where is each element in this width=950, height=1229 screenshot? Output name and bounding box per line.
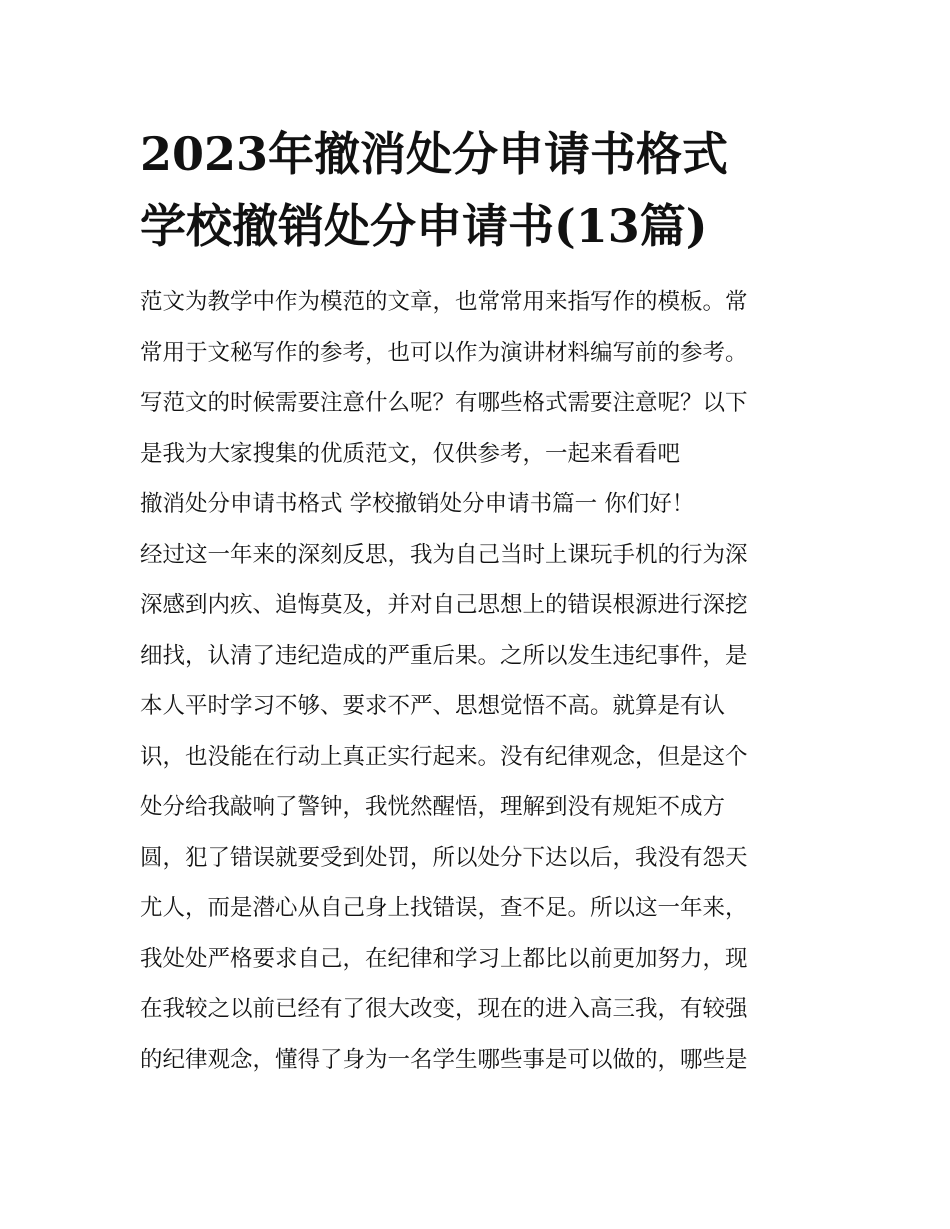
body-line: 撤消处分申请书格式 学校撤销处分申请书篇一 你们好！ xyxy=(140,491,695,517)
body-line: 经过这一年来的深刻反思，我为自己当时上课玩手机的行为深 xyxy=(140,541,748,568)
body-line: 在我较之以前已经有了很大改变，现在的进入高三我，有较强 xyxy=(140,996,748,1022)
body-line: 的纪律观念，懂得了身为一名学生哪些事是可以做的，哪些是 xyxy=(140,1046,748,1073)
body-line: 本人平时学习不够、要求不严、思想觉悟不高。就算是有认 xyxy=(140,693,726,719)
body-line: 范文为教学中作为模范的文章，也常常用来指写作的模板。常 xyxy=(140,289,748,315)
document-body xyxy=(140,277,820,1085)
body-line: 写范文的时候需要注意什么呢？有哪些格式需要注意呢？以下 xyxy=(140,390,748,416)
document-title xyxy=(140,118,840,262)
body-line: 是我为大家搜集的优质范文，仅供参考，一起来看看吧 xyxy=(140,440,681,467)
body-line: 常用于文秘写作的参考，也可以作为演讲材料编写前的参考。 xyxy=(140,339,748,366)
body-line: 深感到内疚、追悔莫及，并对自己思想上的错误根源进行深挖 xyxy=(140,592,748,618)
body-line: 圆，犯了错误就要受到处罚，所以处分下达以后，我没有怨天 xyxy=(140,844,748,871)
body-line: 识，也没能在行动上真正实行起来。没有纪律观念，但是这个 xyxy=(140,743,748,770)
body-line: 尤人，而是潜心从自己身上找错误，查不足。所以这一年来， xyxy=(140,895,748,921)
title-line-2: 学校撤销处分申请书(13篇) xyxy=(140,199,708,253)
body-line: 处分给我敲响了警钟，我恍然醒悟，理解到没有规矩不成方 xyxy=(140,794,726,820)
title-line-1: 2023年撤消处分申请书格式 xyxy=(140,127,729,181)
body-line: 我处处严格要求自己，在纪律和学习上都比以前更加努力，现 xyxy=(140,945,748,972)
body-line: 细找，认清了违纪造成的严重后果。之所以发生违纪事件，是 xyxy=(140,642,748,669)
